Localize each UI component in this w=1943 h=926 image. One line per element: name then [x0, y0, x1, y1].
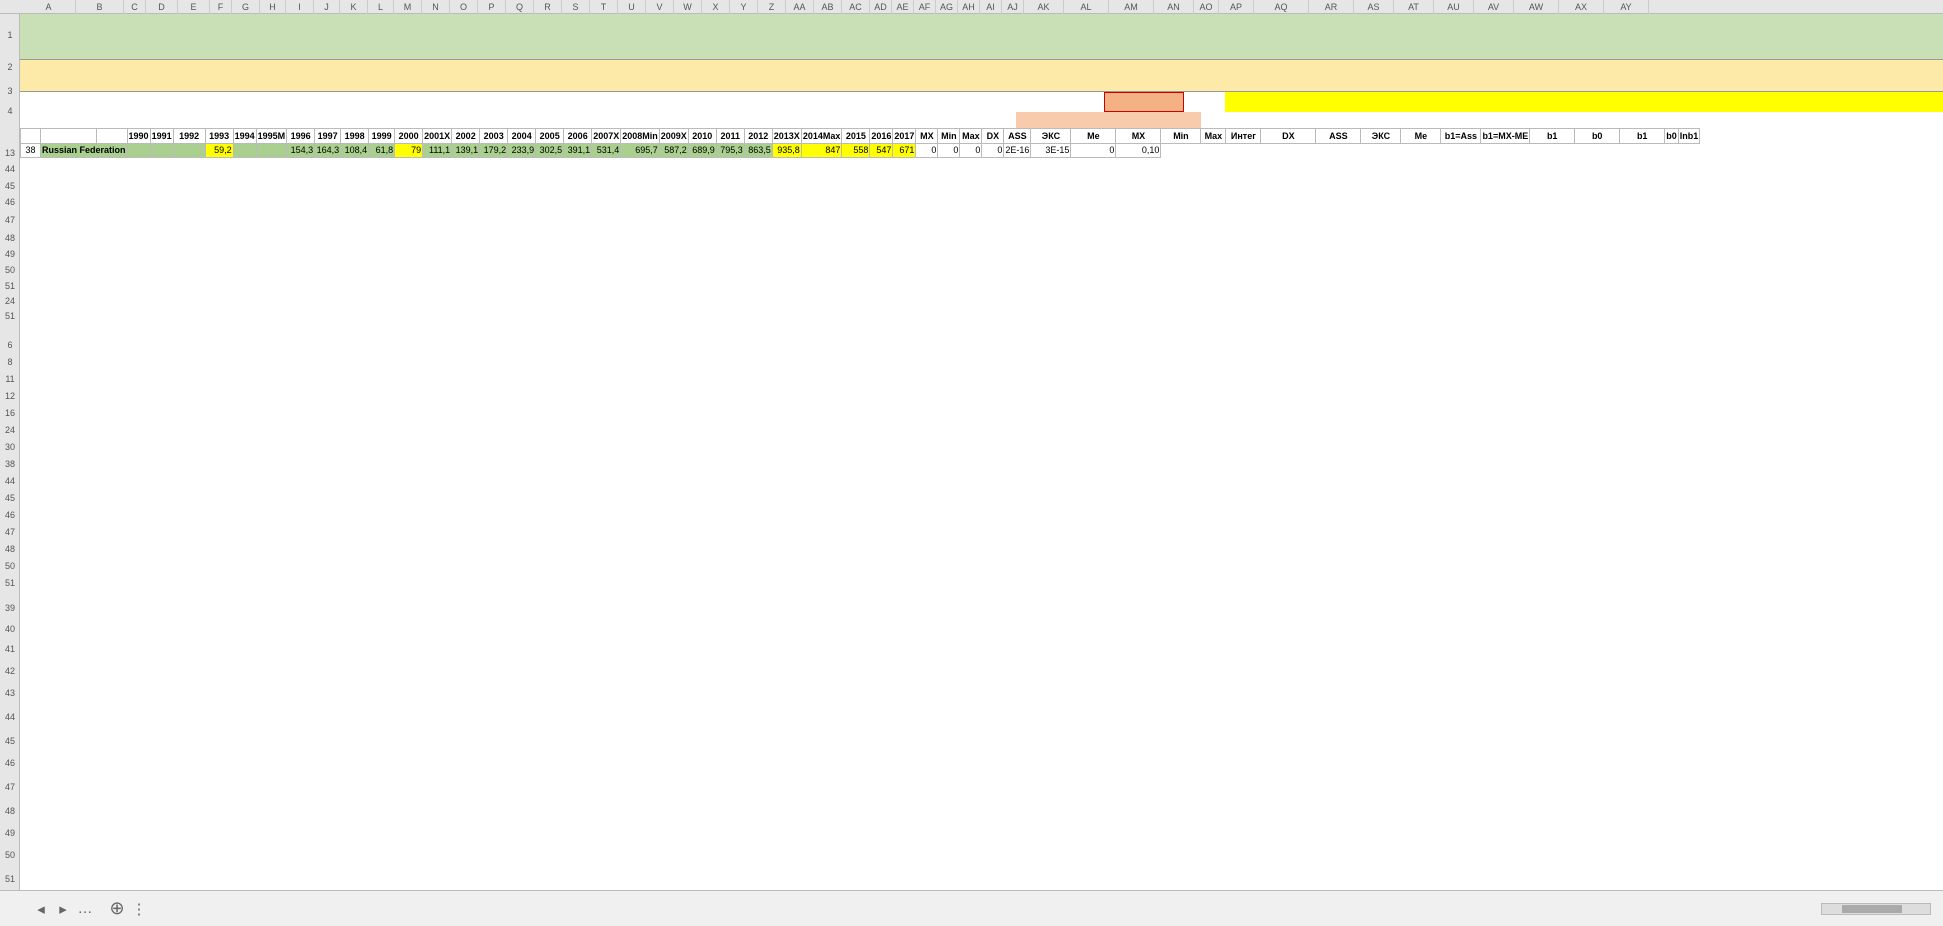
column-header[interactable]: AO: [1194, 0, 1219, 14]
column-header[interactable]: AY: [1604, 0, 1649, 14]
stat-cell[interactable]: 3E-15: [1031, 143, 1071, 158]
column-header[interactable]: AL: [1064, 0, 1109, 14]
table-cell[interactable]: 695,7: [621, 143, 660, 158]
column-header[interactable]: AI: [980, 0, 1002, 14]
stat-header[interactable]: DX: [982, 129, 1004, 144]
row-header[interactable]: 2: [7, 62, 13, 72]
year-header[interactable]: 2000: [395, 129, 423, 144]
table-cell[interactable]: 108,4: [341, 143, 369, 158]
year-header[interactable]: 2016: [870, 129, 893, 144]
row-header[interactable]: 51: [4, 578, 15, 588]
row-header[interactable]: 38: [4, 459, 15, 469]
column-header[interactable]: Z: [758, 0, 786, 14]
table-cell[interactable]: 689,9: [688, 143, 716, 158]
table-header-row: [21, 129, 1700, 144]
year-header[interactable]: 2017: [893, 129, 916, 144]
stat-cell[interactable]: 0,10: [1116, 143, 1161, 158]
stat-header[interactable]: MX: [1116, 129, 1161, 144]
tab-scroll-right-icon[interactable]: ▸: [59, 900, 67, 918]
row-header[interactable]: 47: [4, 527, 15, 537]
column-header[interactable]: A: [22, 0, 76, 14]
table-cell[interactable]: 935,8: [772, 143, 801, 158]
table-cell[interactable]: 531,4: [592, 143, 621, 158]
year-header[interactable]: 2002: [452, 129, 480, 144]
table-cell[interactable]: 59,2: [205, 143, 233, 158]
table-cell[interactable]: 164,3: [315, 143, 341, 158]
year-header[interactable]: 2007X: [592, 129, 621, 144]
stat-header[interactable]: b0: [1575, 129, 1620, 144]
row-header[interactable]: 4: [7, 106, 13, 116]
column-header[interactable]: AK: [1024, 0, 1064, 14]
column-header[interactable]: AC: [842, 0, 870, 14]
year-header[interactable]: 2004: [508, 129, 536, 144]
year-header[interactable]: 2006: [564, 129, 592, 144]
row-header[interactable]: 3: [7, 86, 13, 96]
year-header[interactable]: 1999: [369, 129, 395, 144]
row-4: [20, 112, 1943, 128]
row-header[interactable]: 44: [4, 476, 15, 486]
table-cell[interactable]: [256, 143, 287, 158]
row-header[interactable]: 47: [4, 782, 15, 792]
column-header[interactable]: Y: [730, 0, 758, 14]
column-header[interactable]: AR: [1309, 0, 1354, 14]
year-header[interactable]: 1994: [233, 129, 256, 144]
year-header[interactable]: 1990: [127, 129, 150, 144]
column-header[interactable]: J: [314, 0, 340, 14]
table-cell[interactable]: [233, 143, 256, 158]
row-header[interactable]: 12: [4, 391, 15, 401]
row-header[interactable]: 46: [4, 197, 15, 207]
stat-header[interactable]: Max: [1201, 129, 1226, 144]
year-header[interactable]: 2008Min: [621, 129, 660, 144]
column-header[interactable]: AD: [870, 0, 892, 14]
row-number[interactable]: 38: [21, 143, 41, 158]
error-value: [1144, 93, 1183, 111]
stat-header[interactable]: ЭКС: [1031, 129, 1071, 144]
row-header[interactable]: 42: [4, 666, 15, 676]
row-header[interactable]: 24: [4, 425, 15, 435]
stat-header[interactable]: Me: [1401, 129, 1441, 144]
column-header[interactable]: S: [562, 0, 590, 14]
year-header[interactable]: 1996: [287, 129, 315, 144]
stat-cell[interactable]: 0: [982, 143, 1004, 158]
table-cell[interactable]: 847: [801, 143, 842, 158]
table-row: [21, 143, 1700, 158]
column-header[interactable]: O: [450, 0, 478, 14]
row-header[interactable]: 51: [4, 281, 15, 291]
stat-header[interactable]: ASS: [1316, 129, 1361, 144]
row-headers: [0, 14, 20, 890]
scroll-thumb[interactable]: [1842, 905, 1902, 913]
column-header[interactable]: AJ: [1002, 0, 1024, 14]
country-name[interactable]: Russian Federation: [41, 143, 128, 158]
column-header[interactable]: T: [590, 0, 618, 14]
column-header[interactable]: V: [646, 0, 674, 14]
year-header[interactable]: 1997: [315, 129, 341, 144]
column-header[interactable]: B: [76, 0, 124, 14]
table-cell[interactable]: [173, 143, 205, 158]
column-header[interactable]: G: [232, 0, 260, 14]
column-header[interactable]: X: [702, 0, 730, 14]
year-header[interactable]: 2003: [480, 129, 508, 144]
table-cell[interactable]: [150, 143, 173, 158]
table-cell[interactable]: 79: [395, 143, 423, 158]
table-cell[interactable]: [96, 129, 127, 144]
stat-header[interactable]: Min: [938, 129, 960, 144]
row-header[interactable]: 48: [4, 806, 15, 816]
error-label: [1105, 93, 1144, 111]
row-header[interactable]: 46: [4, 510, 15, 520]
table-cell[interactable]: 795,3: [716, 143, 744, 158]
table-cell[interactable]: [21, 129, 41, 144]
stat-header[interactable]: b0: [1665, 129, 1679, 144]
year-header[interactable]: 1992: [173, 129, 205, 144]
column-header[interactable]: R: [534, 0, 562, 14]
column-header[interactable]: AW: [1514, 0, 1559, 14]
row-header[interactable]: 50: [4, 850, 15, 860]
table-cell[interactable]: 863,5: [744, 143, 772, 158]
year-header[interactable]: 2013X: [772, 129, 801, 144]
row-header[interactable]: 48: [4, 233, 15, 243]
row-header[interactable]: 44: [4, 712, 15, 722]
column-header[interactable]: AV: [1474, 0, 1514, 14]
test-error-label: [1016, 112, 1201, 128]
row-header[interactable]: 51: [4, 874, 15, 884]
charts-area: [20, 318, 1943, 890]
row-header[interactable]: 50: [4, 265, 15, 275]
column-header[interactable]: AM: [1109, 0, 1154, 14]
error-indicator: [1104, 92, 1184, 112]
row-header[interactable]: 41: [4, 644, 15, 654]
column-header[interactable]: AU: [1434, 0, 1474, 14]
row-header[interactable]: 8: [7, 357, 13, 367]
row-header[interactable]: 49: [4, 249, 15, 259]
main-title: [20, 14, 1943, 60]
table-cell[interactable]: [127, 143, 150, 158]
subtitle: [20, 60, 1943, 92]
column-header[interactable]: H: [260, 0, 286, 14]
row-header[interactable]: 51: [4, 311, 15, 321]
stat-cell[interactable]: 2E-16: [1004, 143, 1031, 158]
stat-header[interactable]: lnb1: [1678, 129, 1700, 144]
tab-more-icon[interactable]: …: [77, 900, 93, 917]
column-header[interactable]: Q: [506, 0, 534, 14]
column-header[interactable]: AE: [892, 0, 914, 14]
year-header[interactable]: 2010: [688, 129, 716, 144]
year-header[interactable]: 2014Max: [801, 129, 842, 144]
table-cell[interactable]: 139,1: [452, 143, 480, 158]
table-cell[interactable]: 61,8: [369, 143, 395, 158]
column-header[interactable]: E: [178, 0, 210, 14]
stat-cell[interactable]: 0: [916, 143, 938, 158]
column-header[interactable]: AA: [786, 0, 814, 14]
row-header[interactable]: 45: [4, 493, 15, 503]
year-header[interactable]: 2001X: [423, 129, 452, 144]
column-header[interactable]: U: [618, 0, 646, 14]
row-header[interactable]: 46: [4, 758, 15, 768]
row-header[interactable]: 44: [4, 164, 15, 174]
row-header[interactable]: 11: [5, 374, 15, 384]
column-header[interactable]: AQ: [1254, 0, 1309, 14]
year-header[interactable]: 2015: [842, 129, 870, 144]
column-header[interactable]: AH: [958, 0, 980, 14]
stat-header[interactable]: b1=Ass: [1441, 129, 1481, 144]
table-cell[interactable]: 547: [870, 143, 893, 158]
column-header[interactable]: I: [286, 0, 314, 14]
stat-header[interactable]: b1=MX-ME: [1481, 129, 1530, 144]
row-header[interactable]: 39: [4, 603, 15, 613]
row-3: [20, 92, 1943, 112]
stat-header[interactable]: Me: [1071, 129, 1116, 144]
table-cell[interactable]: 233,9: [508, 143, 536, 158]
table-cell[interactable]: 558: [842, 143, 870, 158]
tab-scroll-left-icon[interactable]: ◂: [37, 900, 45, 918]
row-header[interactable]: 45: [4, 181, 15, 191]
row-header[interactable]: 43: [4, 688, 15, 698]
table-cell[interactable]: 302,5: [536, 143, 564, 158]
stat-cell[interactable]: 0: [960, 143, 982, 158]
year-header[interactable]: 1993: [205, 129, 233, 144]
column-header[interactable]: P: [478, 0, 506, 14]
row-header[interactable]: 49: [4, 828, 15, 838]
sheet-tab-bar: [0, 890, 1943, 926]
row-header[interactable]: 50: [4, 561, 15, 571]
column-header[interactable]: AF: [914, 0, 936, 14]
column-header[interactable]: C: [124, 0, 146, 14]
column-header[interactable]: AG: [936, 0, 958, 14]
stat-header[interactable]: ASS: [1004, 129, 1031, 144]
table-cell[interactable]: 154,3: [287, 143, 315, 158]
stat-header[interactable]: Интег: [1226, 129, 1261, 144]
stat-header[interactable]: MX: [916, 129, 938, 144]
column-header[interactable]: AX: [1559, 0, 1604, 14]
year-header[interactable]: 1995M: [256, 129, 287, 144]
row-header[interactable]: 40: [4, 624, 15, 634]
row-header[interactable]: 6: [7, 340, 13, 350]
year-header[interactable]: 2005: [536, 129, 564, 144]
add-sheet-icon[interactable]: ⊕: [109, 898, 125, 918]
column-header[interactable]: D: [146, 0, 178, 14]
column-header[interactable]: L: [368, 0, 394, 14]
horizontal-scrollbar[interactable]: [1821, 903, 1931, 915]
year-header[interactable]: 2011: [716, 129, 744, 144]
stat-header[interactable]: b1: [1620, 129, 1665, 144]
column-header[interactable]: AB: [814, 0, 842, 14]
table-cell[interactable]: 391,1: [564, 143, 592, 158]
year-header[interactable]: 2012: [744, 129, 772, 144]
row-header[interactable]: 47: [4, 215, 15, 225]
table-cell[interactable]: 671: [893, 143, 916, 158]
row-header[interactable]: 30: [4, 442, 15, 452]
column-header[interactable]: AP: [1219, 0, 1254, 14]
stat-header[interactable]: DX: [1261, 129, 1316, 144]
table-cell[interactable]: 179,2: [480, 143, 508, 158]
column-header[interactable]: AS: [1354, 0, 1394, 14]
stat-header[interactable]: ЭКС: [1361, 129, 1401, 144]
year-header[interactable]: 1998: [341, 129, 369, 144]
stat-cell[interactable]: 0: [1071, 143, 1116, 158]
column-header[interactable]: K: [340, 0, 368, 14]
table-cell[interactable]: 587,2: [659, 143, 688, 158]
column-header[interactable]: N: [422, 0, 450, 14]
row-header[interactable]: 13: [4, 148, 15, 158]
year-header[interactable]: 2009X: [659, 129, 688, 144]
table-cell[interactable]: 111,1: [423, 143, 452, 158]
row-header[interactable]: 16: [4, 408, 15, 418]
row-header[interactable]: 48: [4, 544, 15, 554]
row-header[interactable]: 24: [4, 296, 15, 306]
column-headers: [0, 0, 1943, 14]
column-header[interactable]: W: [674, 0, 702, 14]
table-cell[interactable]: [41, 129, 97, 144]
mystat-banner: [1225, 92, 1943, 112]
more-icon[interactable]: ⋮: [131, 900, 147, 918]
stat-cell[interactable]: 0: [938, 143, 960, 158]
column-header[interactable]: F: [210, 0, 232, 14]
year-header[interactable]: 1991: [150, 129, 173, 144]
data-table: [20, 128, 1700, 158]
column-header[interactable]: AN: [1154, 0, 1194, 14]
column-header[interactable]: M: [394, 0, 422, 14]
stat-header[interactable]: b1: [1530, 129, 1575, 144]
row-header[interactable]: 45: [4, 736, 15, 746]
stat-header[interactable]: Max: [960, 129, 982, 144]
stat-header[interactable]: Min: [1161, 129, 1201, 144]
column-header[interactable]: AT: [1394, 0, 1434, 14]
row-header[interactable]: 1: [7, 30, 13, 40]
